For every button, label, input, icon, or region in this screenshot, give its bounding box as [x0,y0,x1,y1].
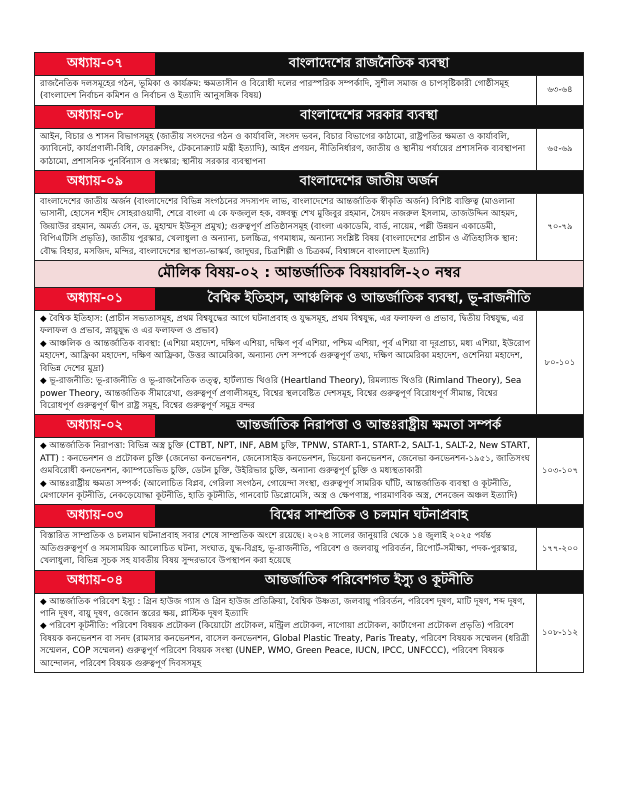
chapter-number: অধ্যায়-০৩ [35,505,155,527]
chapter-number: অধ্যায়-০৯ [35,171,155,193]
chapter-number: অধ্যায়-০৭ [35,53,155,75]
chapter-content [35,194,537,260]
chapter-paragraph: ◆ আন্তঃরাষ্ট্রীয় ক্ষমতা সম্পর্ক: (আলোচিত বিপ্লব, গেরিলা সংগঠন, গোয়েন্দা সংস্থা, গুরুত্বপূর্ণ সামরিক ঘাঁটি, আন্তর্জাতিক ব্যবস্থা ও কূটনীতি, মেগাফোন কূটনীতি, নেকড়েযোদ্ধা কূটনীতি, হাতি কূটনীতি, গানবোট ডিপ্লোমেসি, অস্ত্র ও ক্ষেপণাস্ত্র, পারমাণবিক অস্ত্র, শেনজেন অঞ্চল ইত্যাদি) [40,478,518,501]
chapter-header [35,288,583,311]
page-range: ১৭৭-২০০ [541,543,579,554]
chapter-header [35,171,583,194]
page-range: ৭০-৭৯ [547,222,573,233]
chapter-08 [34,106,584,171]
page-range: ৬৩-৬৪ [547,85,573,96]
chapter-content [35,438,537,504]
chapter-paragraph: ◆ আঞ্চলিক ও আন্তর্জাতিক ব্যবস্থা: (এশিয়া মহাদেশ, দক্ষিণ এশিয়া, দক্ষিণ পূর্ব এশিয়া, পশ্চিম এশিয়া, পূর্ব এশিয়া বা দূরপ্রাচ্য, মধ্য এশিয়া, ইউরোপ মহাদেশ, আফ্রিকা মহাদেশ, দক্ষিণ আফ্রিকা, উত্তর আমেরিকা, অন্যান্য দেশ সম্পর্কে গুরুত্বপূর্ণ তথ্য, দক্ষিণ আমেরিকা মহাদেশ, ওশেনিয়া মহাদেশ, বিভিন্ন দেশের মুদ্রা) [40,338,531,374]
chapter-paragraph: আইন, বিচার ও শাসন বিভাগসমূহ (জাতীয় সংসদের গঠন ও কার্যাবলি, সংসদ ভবন, বিচার বিভাগের কাঠামো, রাষ্ট্রপতির ক্ষমতা ও কার্যাবলি, ক্যাবিনেট, কার্যপ্রণালী-বিধি, ফোরক্রসিং, টেকনোক্র্যাট মন্ত্রী ইত্যাদি), আইন প্রণয়ন, নীতিনির্ধারণ, জাতীয় ও স্থানীয় পর্যায়ের প্রশাসনিক ব্যবস্থাপনা কাঠামো, প্রশাসনিক পুনর্বিন্যাস ও সংস্কার; স্থানীয় সরকার ব্যবস্থাপনা [40,131,526,167]
page-range: ৬৫-৬৯ [547,144,573,155]
chapter-paragraph: ◆ পরিবেশ কূটনীতি: পরিবেশ বিষয়ক প্রটোকল (কিয়োটো প্রটোকল, মন্ট্রিল প্রটোকল, নাগোয়া প্রটোকল, কার্টাগেনা প্রটোকল প্রভৃতি) পরিবেশ বিষয়ক কনভেনশন বা সনদ (রামসার কনভেনশন, বাসেল কনভেনশন, Global Plastic Treaty, Paris Treaty, পরিবেশ বিষয়ক সম্মেলন (ধরিত্রী সম্মেলন, COP সম্মেলন) গুরুত্বপূর্ণ পরিবেশ বিষয়ক সংস্থা (UNEP, WMO, Green Peace, IUCN, IPCC, UNFCCC), পরিবেশ বিষয়ক আন্দোলন, পরিবেশ বিষয়ক গুরুত্বপূর্ণ দিবসসমূহ [40,621,530,669]
chapter-02 [34,415,584,505]
chapter-number: অধ্যায়-০৪ [35,571,155,593]
page-range: ৮০-১০১ [544,357,576,368]
chapter-title: বিশ্বের সাম্প্রতিক ও চলমান ঘটনাপ্রবাহ [155,505,583,527]
syllabus-page [34,52,584,673]
chapter-04 [34,571,584,673]
chapter-title: বাংলাদেশের সরকার ব্যবস্থা [155,106,583,128]
chapter-header [35,53,583,76]
chapter-paragraph: রাজনৈতিক দলসমূহের গঠন, ভূমিকা ও কার্যক্রম: ক্ষমতাসীন ও বিরোধী দলের পারস্পরিক সম্পর্কাদি, সুশীল সমাজ ও চাপসৃষ্টিকারী গোষ্ঠীসমূহ (বাংলাদেশ নির্বাচন কমিশন ও নির্বাচন ও ইত্যাদি আনুসঙ্গিক বিষয়) [40,79,509,102]
chapter-body [35,594,583,672]
chapter-title: আন্তর্জাতিক নিরাপত্তা ও আন্তঃরাষ্ট্রীয় ক্ষমতা সম্পর্ক [155,415,583,437]
chapter-content [35,76,537,105]
chapter-number: অধ্যায়-০২ [35,415,155,437]
chapter-header [35,415,583,438]
chapter-paragraph: ◆ ভূ-রাজনীতি: ভূ-রাজনীতি ও ভূ-রাজনৈতিক তত্ত্ব, হার্টল্যান্ড থিওরি (Heartland Theory), রিমল্যান্ড থিওরি (Rimland Theory), Sea power Theory, আন্তর্জাতিক সীমারেখা, গুরুত্বপূর্ণ প্রণালীসমূহ, বিশ্বের স্থলবেষ্টিত দেশসমূহ, বিশ্বের গুরুত্বপূর্ণ বিরোধপূর্ণ সীমান্ত, বিশ্বের বিরোধপূর্ণ গুরুত্বপূর্ণ দ্বীপ রাষ্ট্র সমূহ, বিশ্বের গুরুত্বপূর্ণ সমুদ্র বন্দর [40,376,522,411]
chapter-paragraph: বাংলাদেশের জাতীয় অর্জন (বাংলাদেশের বিভিন্ন সংগঠনের সদস্যপদ লাভ, বাংলাদেশের আন্তর্জাতিক স্বীকৃতি অর্জন) বিশিষ্ট ব্যক্তিত্ব (মাওলানা ভাসানী, হোসেন শহীদ সোহরাওয়ার্দী, শেরে বাংলা এ কে ফজলুল হক, বঙ্গবন্ধু শেখ মুজিবুর রহমান, সৈয়দ নজরুল ইসলাম, তাজউদ্দিন আহমদ, জিয়াউর রহমান, অমর্ত্য সেন, ড. মুহাম্মদ ইউনূস প্রমুখ); গুরুত্বপূর্ণ প্রতিষ্ঠানসমূহ (বাংলা একাডেমি, বার্ড, নায়েম, পল্লী উন্নয়ন একাডেমী, বিপিএটিসি প্রভৃতি), জাতীয় পুরস্কার, খেলাধুলা ও অন্যান্য, চলচ্চিত্র, গণমাধ্যম, অন্যান্য সংশ্লিষ্ট বিষয় (বাংলাদেশের প্রাচীন ও ঐতিহাসিক স্থান: বৌদ্ধ বিহার, মসজিদ, মন্দির, বাংলাদেশের স্থাপত্য-ভাস্কর্য, জাদুঘর, চিত্রশিল্পী ও চিত্রকর্ম, বিশ্বাঙ্গনে বাংলাদেশ ইত্যাদি) [40,197,518,257]
chapter-header [35,505,583,528]
chapter-paragraph: ◆ বৈশ্বিক ইতিহাস: (প্রাচীন সভ্যতাসমূহ, প্রথম বিশ্বযুদ্ধের আগে ঘটনাপ্রবাহ ও যুদ্ধসমূহ, প্রথম বিশ্বযুদ্ধ, এর ফলাফল ও প্রভাব, দ্বিতীয় বিশ্বযুদ্ধ, এর ফলাফল ও প্রভাব, স্নায়ুযুদ্ধ ও এর ফলাফল ও প্রভাব) [40,314,524,337]
chapter-body [35,528,583,569]
chapter-paragraph: বিস্তারিত সাম্প্রতিক ও চলমান ঘটনাপ্রবাহ সবার শেষে সাম্প্রতিক অংশে রয়েছে। ২০২৪ সালের জানুয়ারি থেকে ১৪ জুলাই ২০২৫ পর্যন্ত অতিগুরুত্বপূর্ণ ও সমসাময়িক আলোচিত ঘটনা, সংঘাত, যুদ্ধ-বিগ্রহ, ভূ-রাজনীতি, পরিবেশ ও জলবায়ু পরিবর্তন, রিপোর্ট-সমীক্ষা, পদক-পুরস্কার, খেলাধুলা, বিভিন্ন সূচক সহ যাবতীয় বিষয় সুন্দরভাবে উপস্থাপন করা হয়েছে [40,531,518,567]
chapter-01 [34,288,584,415]
chapter-title: বাংলাদেশের রাজনৈতিক ব্যবস্থা [155,53,583,75]
chapter-title: বৈশ্বিক ইতিহাস, আঞ্চলিক ও আন্তর্জাতিক ব্যবস্থা, ভূ-রাজনীতি [155,288,583,310]
chapter-content [35,311,537,414]
chapter-07 [34,52,584,106]
chapter-header [35,106,583,129]
chapter-paragraph: ◆ আন্তর্জাতিক নিরাপত্তা: বিভিন্ন অস্ত্র চুক্তি (CTBT, NPT, INF, ABM চুক্তি, TPNW, START-1, START-2, SALT-1, SALT-2, New START, ATT) : কনভেনশন ও প্রটোকল চুক্তি (জেনেভা কনভেনশন, জেনোসাইড কনভেনশন, ভিয়েনা কনভেনশন, জেনেভা কনভেনশন-১৯৫১, জাতিসংঘ গুমবিরোধী কনভেনশন, ক্যাম্পডেভিড চুক্তি, ডেটন চুক্তি, উইরিভার চুক্তি, অন্যান্য গুরুত্বপূর্ণ চুক্তি ও মধ্যস্থতাকারী [40,441,530,477]
chapter-03 [34,505,584,570]
chapter-content [35,594,537,672]
chapter-paragraph: ◆ আন্তর্জাতিক পরিবেশ ইস্যু : গ্রিন হাউজ গ্যাস ও গ্রিন হাউজ প্রতিক্রিয়া, বৈশ্বিক উষ্ণতা, জলবায়ু পরিবর্তন, পরিবেশ দূষণ, মাটি দূষণ, শব্দ দূষণ, পানি দূষণ, বায়ু দূষণ, ওজোন স্তরের ক্ষয়, প্লাস্টিক দূষণ ইত্যাদি [40,596,526,619]
chapter-body [35,76,583,105]
chapter-header [35,571,583,594]
chapter-body [35,438,583,504]
chapter-content [35,528,537,569]
chapter-number: অধ্যায়-০৮ [35,106,155,128]
chapter-body [35,311,583,414]
chapter-title: আন্তর্জাতিক পরিবেশগত ইস্যু ও কূটনীতি [155,571,583,593]
chapter-content [35,129,537,170]
chapter-body [35,129,583,170]
chapter-09 [34,171,584,261]
page-range: ১০৩-১০৭ [541,466,579,477]
page-range: ১০৮-১১২ [541,627,579,638]
subject-banner: মৌলিক বিষয়-০২ : আন্তর্জাতিক বিষয়াবলি-২০ নম্বর [34,261,584,288]
chapter-body [35,194,583,260]
chapter-number: অধ্যায়-০১ [35,288,155,310]
chapter-title: বাংলাদেশের জাতীয় অর্জন [155,171,583,193]
